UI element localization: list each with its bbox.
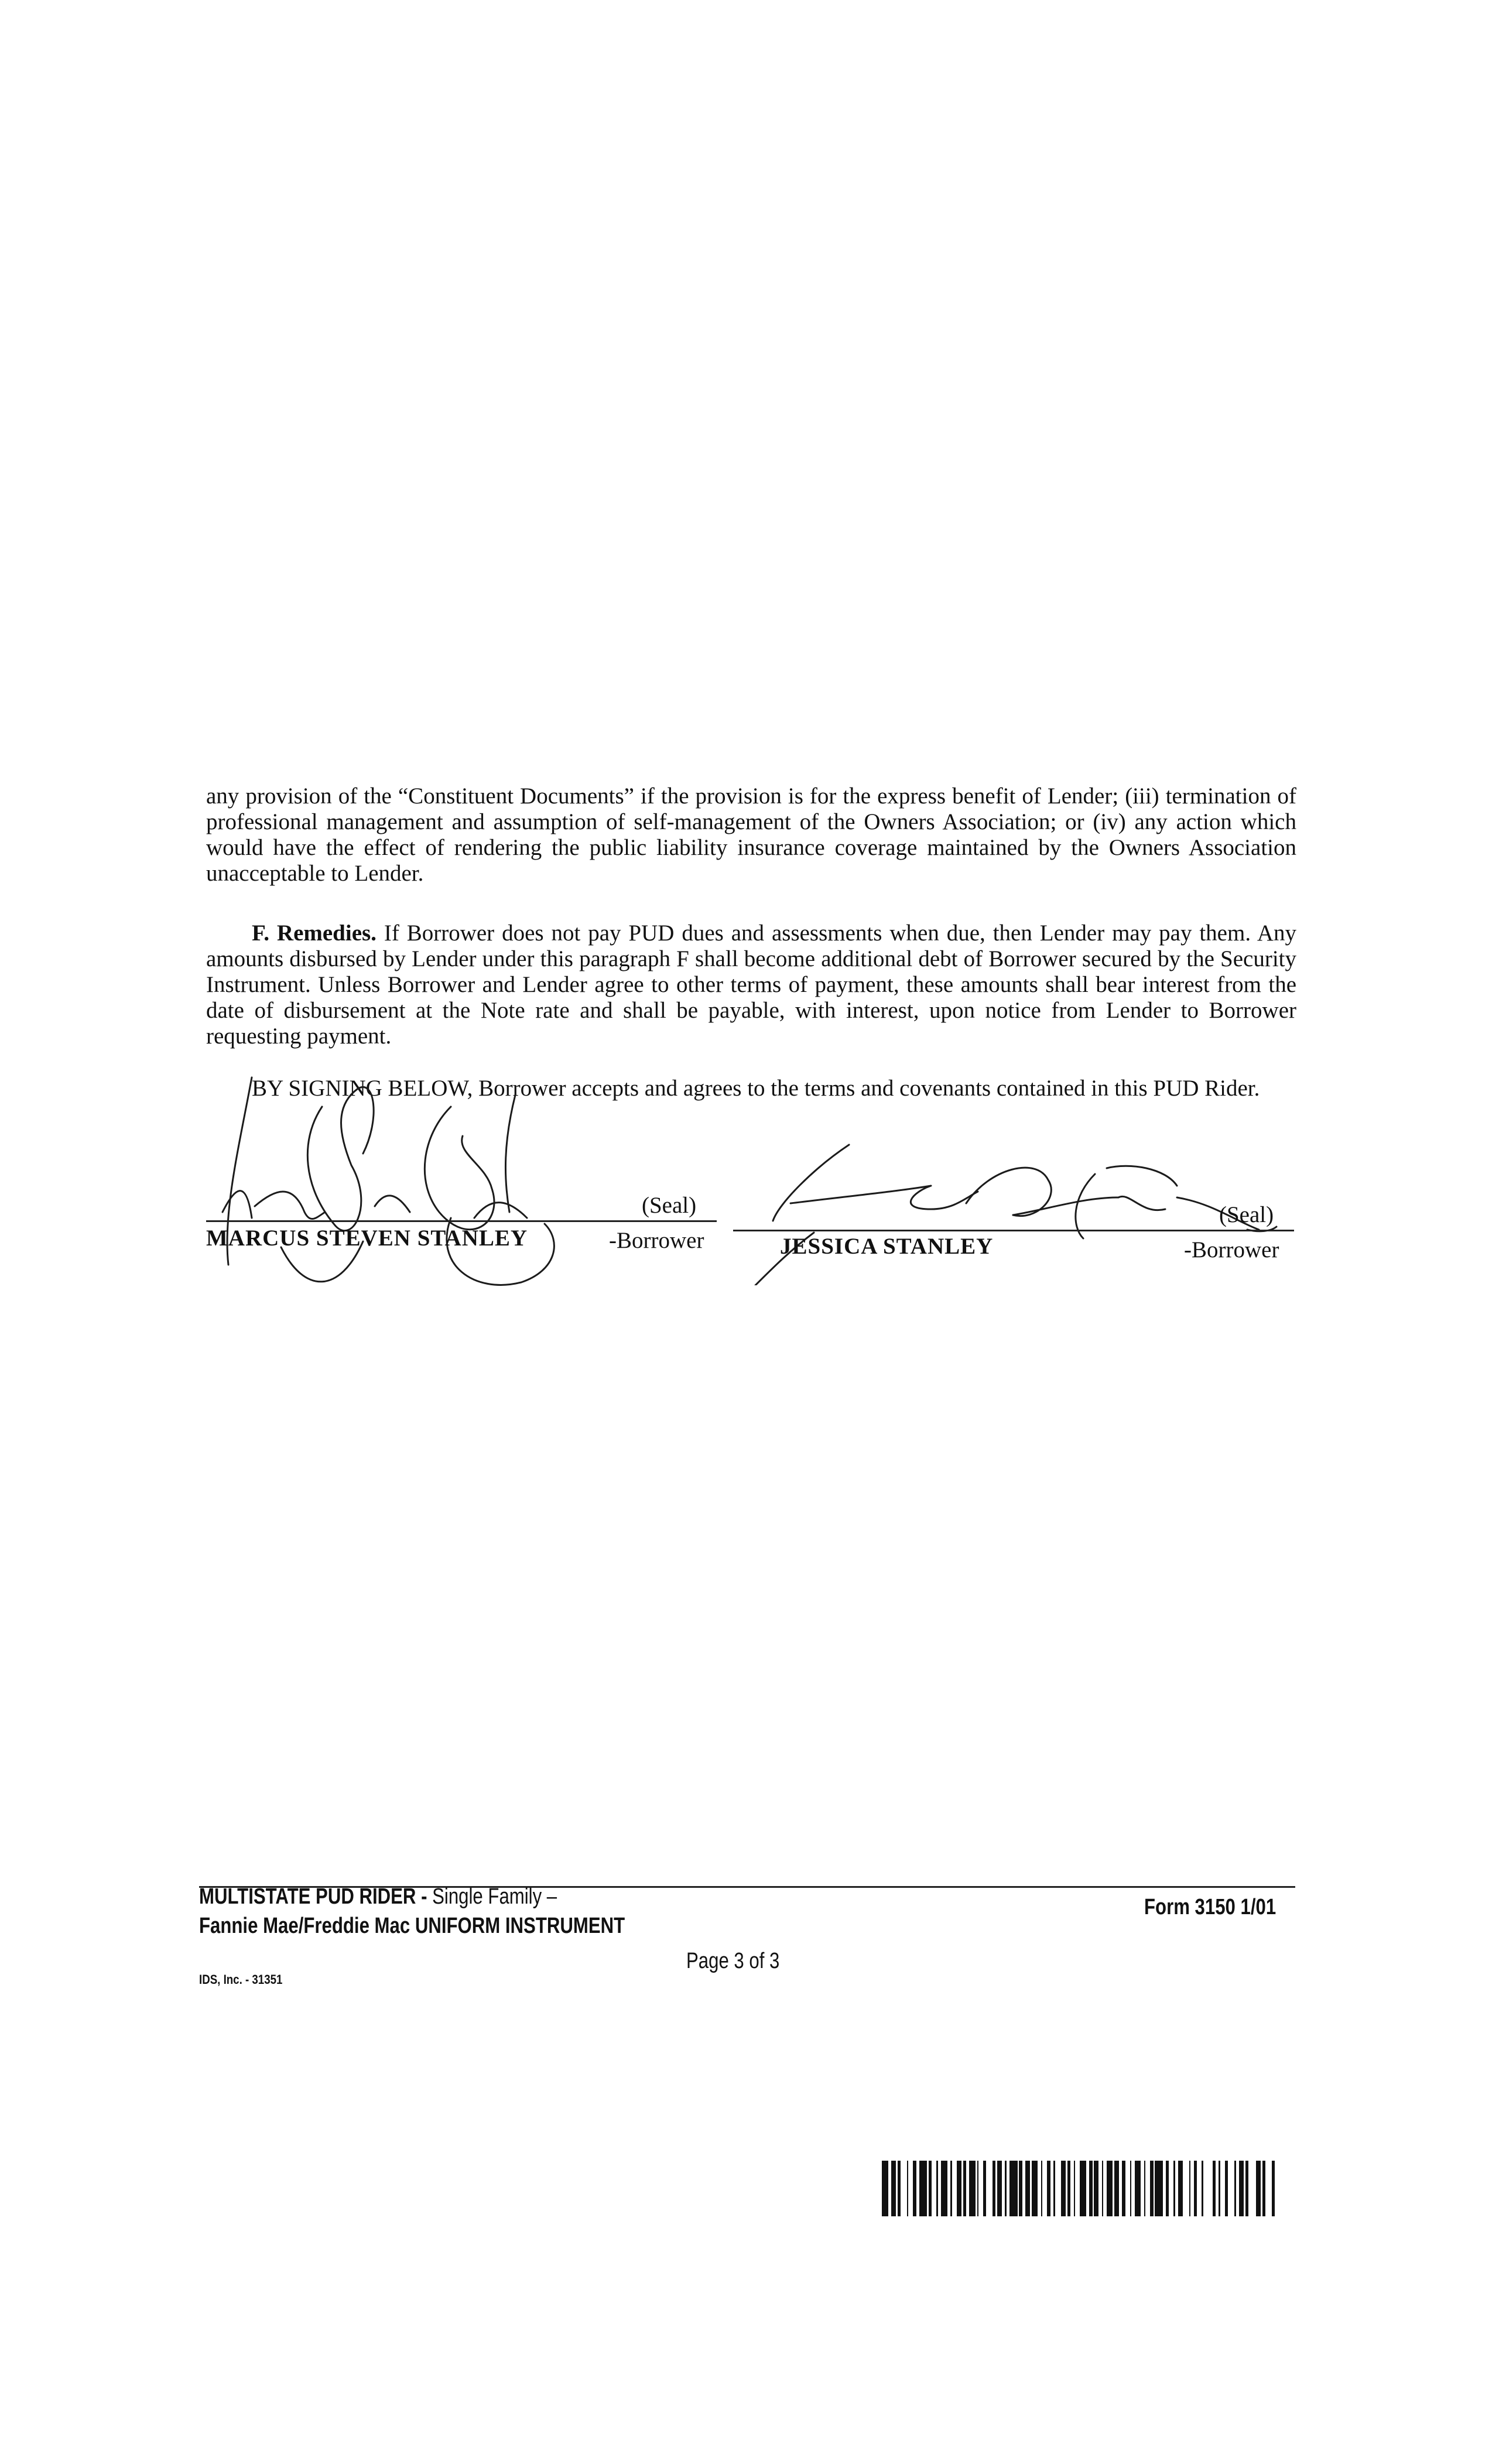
barcode-bar [1107,2161,1113,2216]
borrower-role-2: -Borrower [1184,1237,1279,1262]
seal-label-2: (Seal) [1219,1202,1274,1227]
footer-subtitle: Fannie Mae/Freddie Mac UNIFORM INSTRUMENT [199,1914,625,1938]
barcode-space [1275,2161,1279,2216]
barcode-bar [1178,2161,1183,2216]
barcode-space [1145,2161,1150,2216]
signature-marcus-stanley [199,1072,586,1306]
barcode-space [1055,2161,1062,2216]
barcode-bar [919,2161,927,2216]
barcode-space [978,2161,983,2216]
barcode-space [952,2161,957,2216]
barcode-space [932,2161,936,2216]
remedies-heading: F. Remedies. [252,920,377,946]
barcode-bar [997,2161,1002,2216]
barcode-space [1042,2161,1047,2216]
paragraph-continued [206,783,1296,887]
borrower-role-1: -Borrower [609,1228,704,1253]
barcode-bar [941,2161,947,2216]
barcode-bar [1094,2161,1098,2216]
barcode-bar [1239,2161,1244,2216]
signature-line-2 [733,1230,1294,1231]
barcode-space [1183,2161,1189,2216]
barcode-bar [957,2161,961,2216]
barcode-bar [1025,2161,1030,2216]
footer-title-bold: MULTISTATE PUD RIDER - [199,1884,427,1909]
barcode-bar [891,2161,896,2216]
remedies-paragraph [206,920,1296,1049]
footer-title [199,1884,557,1909]
signing-statement: BY SIGNING BELOW, Borrower accepts and agrees to the terms and covenants contained in this PUD Rider. [252,1076,1260,1101]
footer-title-normal: Single Family – [427,1884,557,1909]
barcode-space [1169,2161,1173,2216]
barcode-space [1075,2161,1080,2216]
barcode-bar [969,2161,976,2216]
barcode-space [1197,2161,1202,2216]
barcode-bar [1080,2161,1086,2216]
continued-text: any provision of the “Constituent Documents” if the provision is for the express benefit of Lender; (iii) termination of professional management and assumption of self-management of the Owners Association; or (iv) any action which would have the effect of rendering the public liability insurance coverage maintained by the Owners Association unacceptable to Lender. [206,783,1296,886]
borrower-name-1: MARCUS STEVEN STANLEY [206,1226,528,1251]
barcode-bar [1256,2161,1261,2216]
barcode-bar [1061,2161,1066,2216]
barcode [882,2161,1280,2216]
borrower-name-2: JESSICA STANLEY [780,1234,994,1259]
remedies-text: If Borrower does not pay PUD dues and assessments when due, then Lender may pay them. Any amounts disbursed by Lender under this paragraph F shall become additional debt of Borrower secured by the Security Instrument. Unless Borrower and Lender agree to other terms of payment, these amounts shall bear interest from the date of disbursement at the Note rate and shall be payable, with interest, upon notice from Lender to Borrower requesting payment. [206,920,1296,1049]
barcode-bar [1114,2161,1119,2216]
barcode-bar [1155,2161,1162,2216]
barcode-space [1203,2161,1213,2216]
barcode-bar [1009,2161,1017,2216]
barcode-space [1220,2161,1225,2216]
page-number: Page 3 of 3 [686,1949,780,1973]
vendor-code: IDS, Inc. - 31351 [199,1972,283,1987]
paragraph-remedies [206,920,1296,1049]
barcode-space [1125,2161,1130,2216]
barcode-space [1248,2161,1256,2216]
form-number: Form 3150 1/01 [1144,1895,1276,1919]
signature-line-1 [206,1220,717,1222]
barcode-space [1265,2161,1272,2216]
barcode-bar [1135,2161,1141,2216]
barcode-space [908,2161,913,2216]
barcode-space [986,2161,993,2216]
barcode-space [1228,2161,1234,2216]
barcode-space [901,2161,907,2216]
barcode-bar [882,2161,888,2216]
barcode-bar [1032,2161,1038,2216]
seal-label-1: (Seal) [642,1193,697,1218]
